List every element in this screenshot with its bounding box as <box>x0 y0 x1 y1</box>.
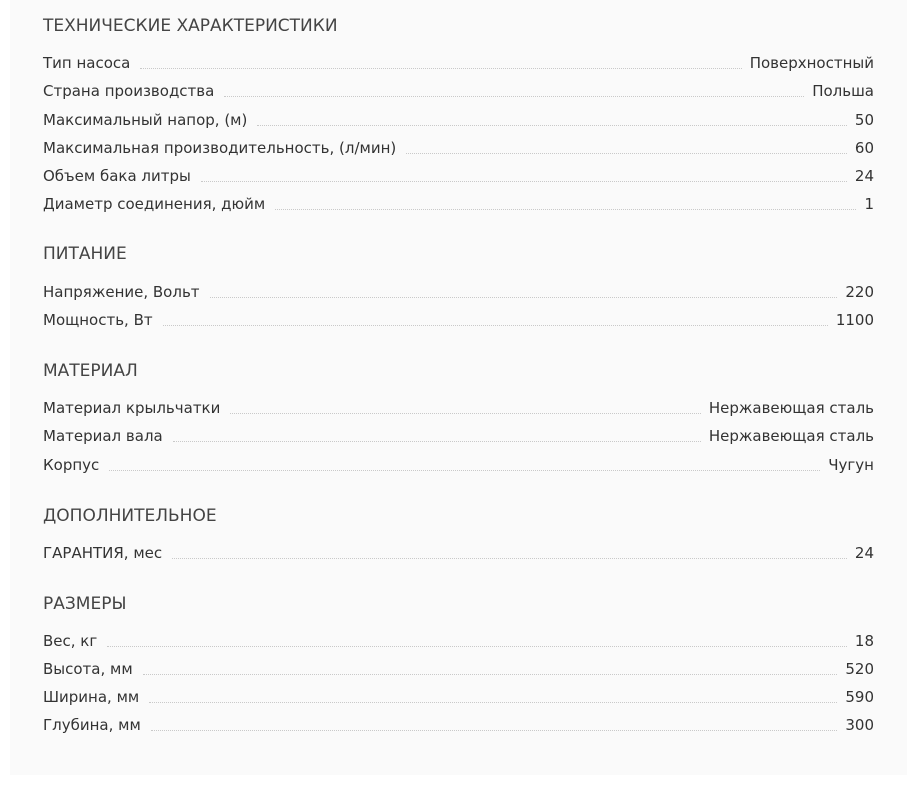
dotted-leader <box>406 153 847 154</box>
spec-value: 24 <box>854 544 874 562</box>
section-title-additional: ДОПОЛНИТЕЛЬНОЕ <box>43 506 217 526</box>
spec-value: 18 <box>854 632 874 650</box>
spec-value: 50 <box>854 111 874 129</box>
dotted-leader <box>163 325 828 326</box>
spec-value: Нержавеющая сталь <box>708 427 874 445</box>
section-title-power: ПИТАНИЕ <box>43 244 127 264</box>
spec-value: Нержавеющая сталь <box>708 399 874 417</box>
dotted-leader <box>257 125 847 126</box>
spec-row-impeller-material <box>43 397 874 419</box>
spec-row-depth <box>43 714 874 736</box>
dotted-leader <box>107 646 847 647</box>
dotted-leader <box>224 96 804 97</box>
dotted-leader <box>151 730 838 731</box>
spec-label: Объем бака литры <box>43 167 191 185</box>
spec-row-width <box>43 686 874 708</box>
dotted-leader <box>230 413 700 414</box>
spec-row-height <box>43 658 874 680</box>
spec-label: Мощность, Вт <box>43 311 153 329</box>
section-title-technical: ТЕХНИЧЕСКИЕ ХАРАКТЕРИСТИКИ <box>43 16 338 36</box>
spec-label: Максимальный напор, (м) <box>43 111 248 129</box>
spec-label: Материал вала <box>43 427 163 445</box>
spec-label: Страна производства <box>43 82 215 100</box>
dotted-leader <box>109 470 820 471</box>
spec-row-shaft-material <box>43 425 874 447</box>
spec-label: Тип насоса <box>43 54 131 72</box>
spec-value: 300 <box>845 716 874 734</box>
spec-value: Поверхностный <box>749 54 874 72</box>
spec-row-max-flow <box>43 137 874 159</box>
spec-row-pump-type <box>43 52 874 74</box>
spec-value: Польша <box>812 82 874 100</box>
section-title-dimensions: РАЗМЕРЫ <box>43 594 127 614</box>
spec-row-housing <box>43 454 874 476</box>
spec-row-tank-volume <box>43 165 874 187</box>
dotted-leader <box>140 68 741 69</box>
dotted-leader <box>210 297 838 298</box>
spec-row-country <box>43 80 874 102</box>
spec-row-connection-diameter <box>43 193 874 215</box>
spec-row-voltage <box>43 281 874 303</box>
spec-label: Корпус <box>43 456 100 474</box>
spec-row-max-head <box>43 109 874 131</box>
spec-value: 1100 <box>835 311 874 329</box>
spec-value: 60 <box>854 139 874 157</box>
dotted-leader <box>201 181 847 182</box>
spec-row-weight <box>43 630 874 652</box>
spec-label: Максимальная производительность, (л/мин) <box>43 139 397 157</box>
dotted-leader <box>149 702 837 703</box>
spec-label: Напряжение, Вольт <box>43 283 200 301</box>
dotted-leader <box>143 674 838 675</box>
spec-label: Вес, кг <box>43 632 98 650</box>
spec-label: Глубина, мм <box>43 716 141 734</box>
spec-value: 24 <box>854 167 874 185</box>
spec-row-warranty <box>43 542 874 564</box>
dotted-leader <box>173 441 701 442</box>
spec-row-power <box>43 309 874 331</box>
spec-value: 520 <box>845 660 874 678</box>
section-title-material: МАТЕРИАЛ <box>43 361 138 381</box>
dotted-leader <box>172 558 847 559</box>
specs-panel <box>10 0 907 775</box>
spec-label: Материал крыльчатки <box>43 399 221 417</box>
spec-label: ГАРАНТИЯ, мес <box>43 544 163 562</box>
spec-label: Ширина, мм <box>43 688 140 706</box>
spec-value: 220 <box>845 283 874 301</box>
spec-value: 590 <box>845 688 874 706</box>
spec-value: 1 <box>864 195 874 213</box>
spec-label: Диаметр соединения, дюйм <box>43 195 266 213</box>
spec-label: Высота, мм <box>43 660 133 678</box>
spec-value: Чугун <box>828 456 874 474</box>
dotted-leader <box>275 209 856 210</box>
